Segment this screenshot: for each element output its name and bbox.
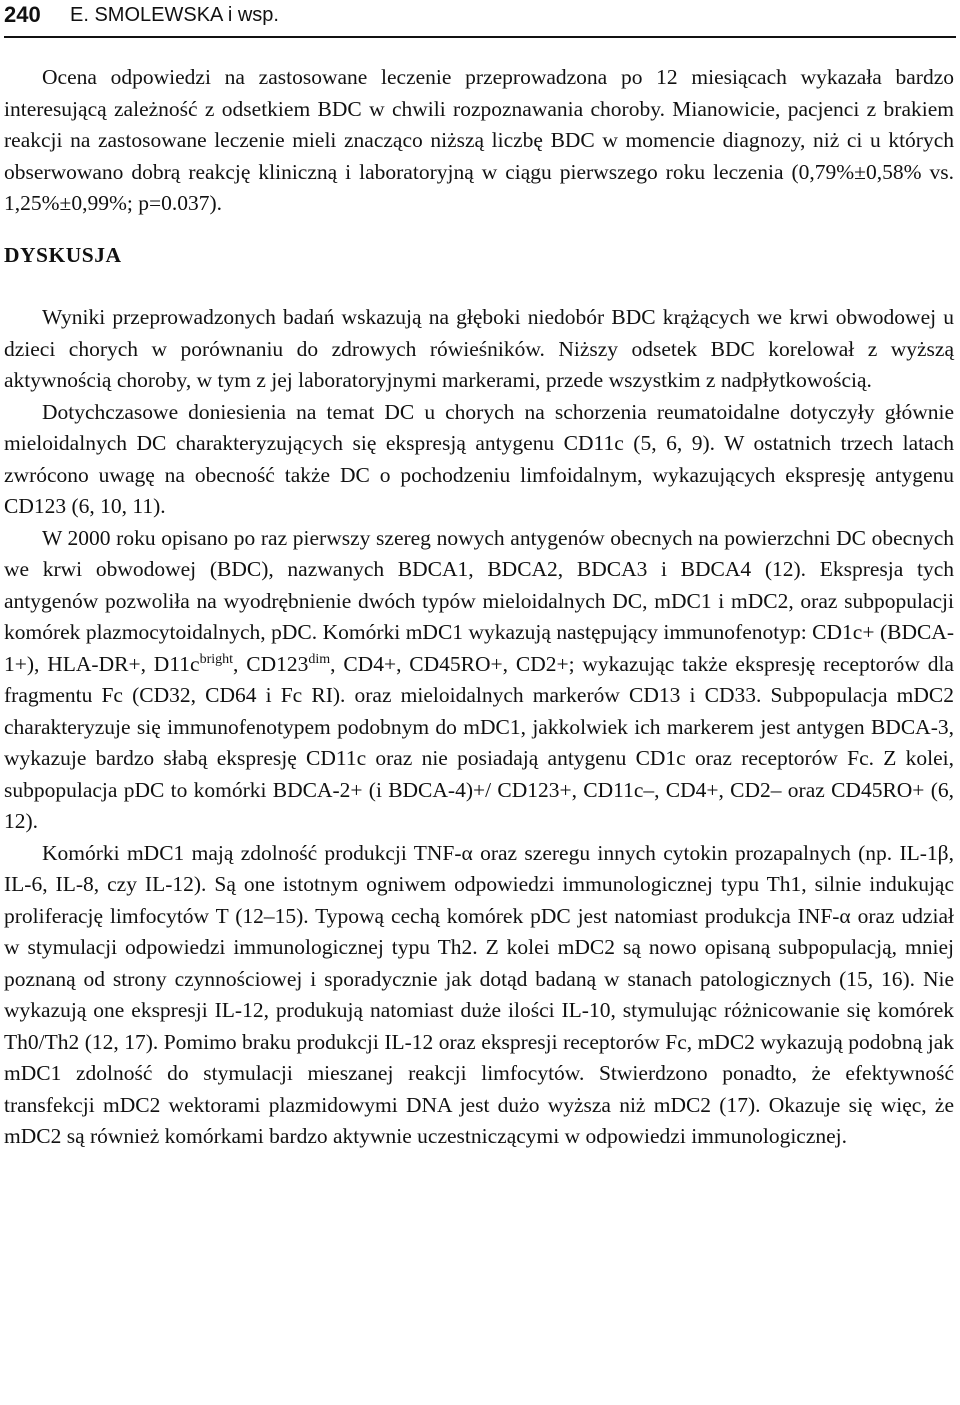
paragraph-cytokines: Komórki mDC1 mają zdolność produkcji TNF-α oraz szeregu innych cytokin prozapalnych (np. IL-1β, IL-6, IL-8, czy IL-12). Są one istotnym ogniwem odpowiedzi immunologicznej typu Th1, silnie indukując proliferację limfocytów T (12–15). Typową cechą komórek pDC jest natomiast produkcja INF-α oraz udział w stymulacji odpowiedzi immunologicznej typu Th2. Z kolei mDC2 są nowo opisaną subpopulacją, mniej poznaną od strony czynnościowej i sporadycznie jak dotąd badaną w stanach patologicznych (15, 16). Nie wykazują one ekspresji IL-12, produkują natomiast duże ilości IL-10, stymulując różnicowanie się komórek Th0/Th2 (12, 17). Pomimo braku produkcji IL-12 oraz ekspresji receptorów Fc, mDC2 wykazują podobną jak mDC1 zdolność do stymulacji mieszanej reakcji limfocytów. Stwierdzono ponadto, że efektywność transfekcji mDC2 wektorami plazmidowymi DNA jest dużo wyższa niż mDC2 (17). Okazuje się więc, że mDC2 są również komórkami bardzo aktywnie uczestniczącymi w odpowiedzi immunologicznej. — [4, 840, 954, 1148]
page-number: 240 — [4, 2, 41, 27]
paragraph-bdca-antigens — [4, 523, 954, 838]
paragraph-bdca-text-2: , CD123 — [233, 651, 309, 676]
paragraph-results: Ocena odpowiedzi na zastosowane leczenie przeprowadzona po 12 miesiącach wykazała bardzo interesującą zależność z odsetkiem BDC w chwili rozpoznawania choroby. Mianowicie, pacjenci z brakiem reakcji na zastosowane leczenie mieli znacząco niższą liczbę BDC w momencie diagnozy, niż ci u których obserwowano dobrą reakcję kliniczną i laboratoryjną w ciągu pierwszego roku leczenia (0,79%±0,58% vs. 1,25%±0,99%; p=0.037). — [4, 65, 954, 215]
section-heading-dyskusja: DYSKUSJA — [4, 242, 122, 267]
article-body — [4, 62, 954, 1153]
superscript-bright: bright — [199, 651, 234, 667]
superscript-dim: dim — [308, 651, 331, 667]
paragraph-discussion-2: Dotychczasowe doniesienia na temat DC u chorych na schorzenia reumatoidalne dotyczyły głównie mieloidalnych DC charakteryzujących się ekspresją antygenu CD11c (5, 6, 9). W ostatnich trzech latach zwrócono uwagę na obecność także DC o pochodzeniu limfoidalnym, wykazujących ekspresję antygenu CD123 (6, 10, 11). — [4, 399, 954, 518]
paragraph-bdca-text-3: , CD4+, CD45RO+, CD2+; wykazując także ekspresję receptorów dla fragmentu Fc (CD32, CD64 i Fc RI). oraz mieloidalnych markerów CD13 i CD33. Subpopulacja mDC2 charakteryzuje się immunofenotypem podobnym do mDC1, jakkolwiek ich markerem jest antygen BDCA-3, wykazuje bardzo słabą ekspresję CD11c oraz nie posiadają antygenu CD1c oraz receptorów Fc. Z kolei, subpopulacja pDC to komórki BDCA-2+ (i BDCA-4)+/ CD123+, CD11c–, CD4+, CD2– oraz CD45RO+ (6, 12). — [4, 651, 954, 833]
paragraph-discussion-1: Wyniki przeprowadzonych badań wskazują na głęboki niedobór BDC krążących we krwi obwodowej u dzieci chorych w porównaniu do zdrowych rówieśników. Niższy odsetek BDC korelował z wyższą aktywnością choroby, w tym z jej laboratoryjnymi markerami, przede wszystkim z nadpłytkowością. — [4, 305, 954, 392]
paragraph-bdca-text-1: W 2000 roku opisano po raz pierwszy szereg nowych antygenów obecnych na powierzchni DC obecnych we krwi obwodowej (BDC), nazwanych BDCA1, BDCA2, BDCA3 i BDCA4 (12). Ekspresja tych antygenów pozwoliła na wyodrębnienie dwóch typów mieloidalnych DC, mDC1 i mDC2, oraz subpopulacji komórek plazmocytoidalnych, pDC. Komórki mDC1 wykazują następujący immunofenotyp: CD1c+ (BDCA-1+), HLA-DR+, D11c — [4, 525, 954, 676]
running-head: E. SMOLEWSKA i wsp. — [70, 4, 279, 26]
page-header — [4, 0, 956, 38]
